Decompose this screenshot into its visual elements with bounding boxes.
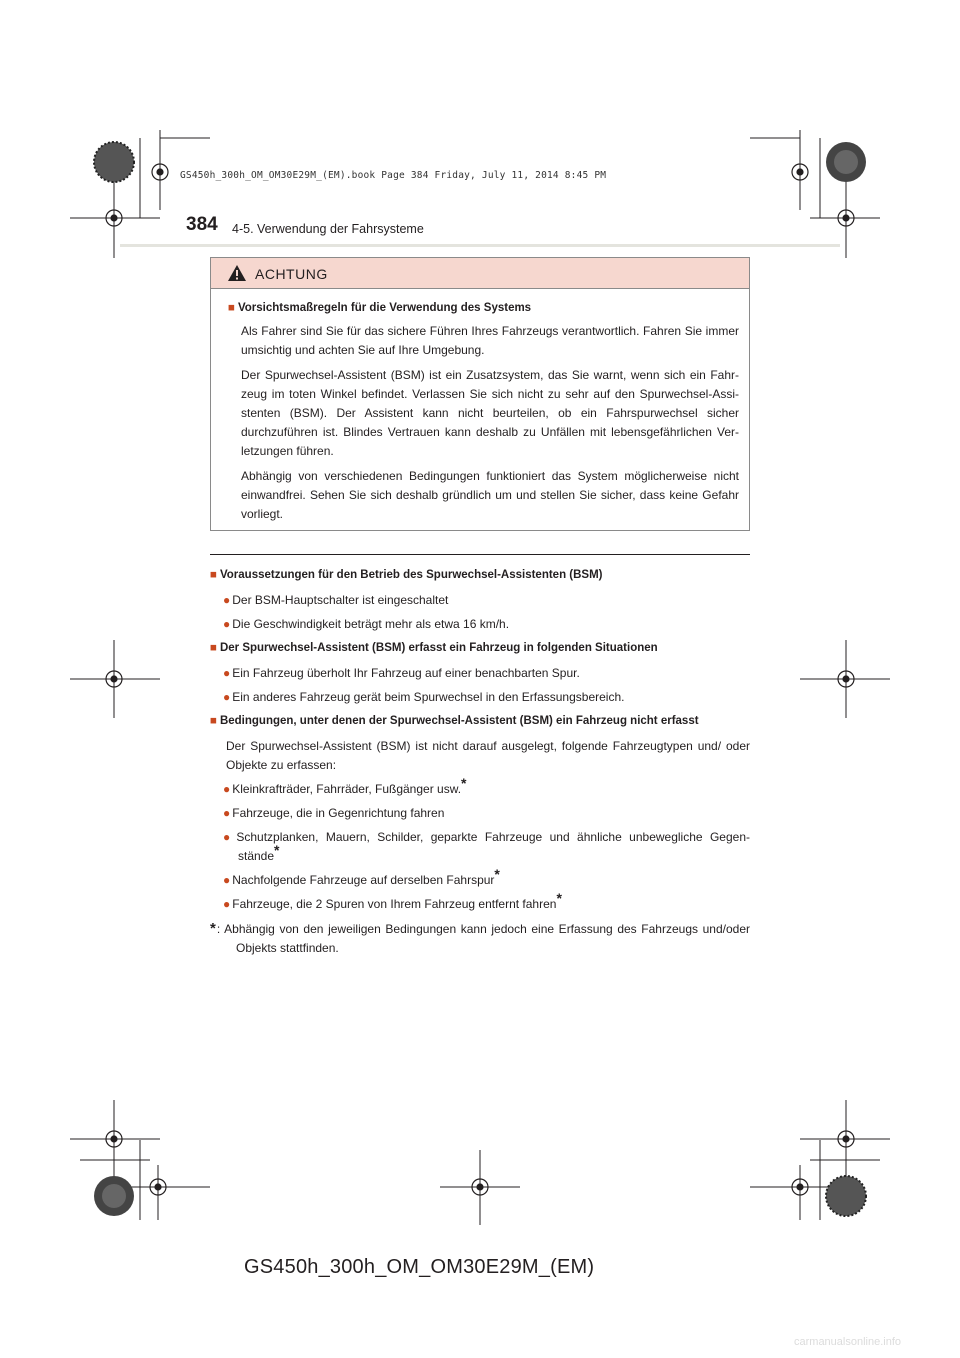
- warning-body: [211, 289, 749, 524]
- list-item: ● Die Geschwindigkeit beträgt mehr als etwa 16 km/h.: [223, 617, 510, 631]
- list-item: ● Kleinkrafträder, Fahrräder, Fußgänger usw.*: [223, 775, 467, 796]
- page-number: 384: [186, 214, 218, 235]
- warning-header: [211, 258, 749, 289]
- list-item: ● Fahrzeuge, die in Gegenrichtung fahren: [223, 806, 445, 820]
- footnote-star: *: [556, 890, 562, 906]
- square-marker-icon: ■: [210, 715, 217, 727]
- footnote-marker: *: [210, 920, 216, 937]
- bullet-icon: ●: [223, 690, 231, 704]
- bullet-icon: ●: [223, 897, 231, 911]
- section-heading: ■ Bedingungen, unter denen der Spurwechsel-Assistent (BSM) ein Fahrzeug nicht erfasst: [210, 715, 699, 727]
- watermark: carmanualsonline.info: [794, 1336, 902, 1348]
- footnote-star: *: [494, 866, 500, 882]
- warning-paragraph: Der Spurwechsel-Assistent (BSM) ist ein Zusatzsystem, das Sie warnt, wenn sich ein Fahr-zeug im toten Winkel befindet. Verlassen Sie sich nicht zu sehr auf den Spurwechsel-Assi-stenten (BSM). Der Assistent kann nicht beurteilen, ob ein Fahrspurwechsel sicher durchzuführen ist. Blindes Vertrauen kann deshalb zu Unfällen mit lebensgefährlichen Ver-letzungen führen.: [241, 368, 739, 458]
- list-item: ● Ein anderes Fahrzeug gerät beim Spurwechsel in den Erfassungsbereich.: [223, 690, 625, 704]
- bullet-icon: ●: [223, 617, 231, 631]
- list-item: ● Ein Fahrzeug überholt Ihr Fahrzeug auf einer benachbarten Spur.: [223, 666, 580, 680]
- square-marker-icon: ■: [210, 642, 217, 654]
- section-title: 4-5. Verwendung der Fahrsysteme: [232, 222, 424, 236]
- warning-heading: ■ Vorsichtsmaßregeln für die Verwendung des Systems: [228, 302, 532, 314]
- footnote: *: Abhängig von den jeweiligen Bedingungen kann jedoch eine Erfassung des Fahrzeugs und/oder Objekts stattfinden.: [210, 920, 750, 955]
- section-intro: Der Spurwechsel-Assistent (BSM) ist nicht darauf ausgelegt, folgende Fahrzeugtypen und/ oder Objekte zu erfassen:: [226, 739, 750, 772]
- warning-triangle-icon: [227, 264, 247, 282]
- warning-paragraph: Als Fahrer sind Sie für das sichere Führen Ihres Fahrzeugs verantwortlich. Fahren Sie immer umsichtig und achten Sie auf Ihre Umgebung.: [241, 324, 739, 357]
- bullet-icon: ●: [223, 806, 231, 820]
- list-item: ● Nachfolgende Fahrzeuge auf derselben Fahrspur*: [223, 866, 500, 887]
- section-heading: ■ Der Spurwechsel-Assistent (BSM) erfasst ein Fahrzeug in folgenden Situationen: [210, 642, 658, 654]
- list-item: ● Der BSM-Hauptschalter ist eingeschaltet: [223, 593, 449, 607]
- footnote-star: *: [461, 775, 467, 791]
- warning-paragraph: Abhängig von verschiedenen Bedingungen funktioniert das System möglicherweise nicht einwandfrei. Sehen Sie sich deshalb gründlich um und stellen Sie sicher, dass keine Gefahr vorliegt.: [241, 469, 739, 521]
- main-content: [210, 566, 750, 970]
- bullet-icon: ●: [223, 593, 231, 607]
- list-item: ● Fahrzeuge, die 2 Spuren von Ihrem Fahrzeug entfernt fahren*: [223, 890, 562, 911]
- content-rule: [210, 554, 750, 555]
- bullet-icon: ●: [223, 873, 231, 887]
- footnote-star: *: [274, 842, 280, 858]
- document-footer: GS450h_300h_OM_OM30E29M_(EM): [244, 1256, 595, 1278]
- square-marker-icon: ■: [210, 569, 217, 581]
- bullet-icon: ●: [223, 830, 235, 844]
- list-item: ● Schutzplanken, Mauern, Schilder, geparkte Fahrzeuge und ähnliche unbewegliche Gegen-stände*: [223, 830, 751, 863]
- header-rule: [120, 244, 840, 247]
- warning-box: [210, 257, 750, 531]
- warning-title: ACHTUNG: [255, 266, 328, 282]
- section-heading: ■ Voraussetzungen für den Betrieb des Spurwechsel-Assistenten (BSM): [210, 569, 603, 581]
- square-marker-icon: ■: [228, 302, 235, 314]
- book-header: GS450h_300h_OM_OM30E29M_(EM).book Page 384 Friday, July 11, 2014 8:45 PM: [180, 170, 607, 181]
- bullet-icon: ●: [223, 666, 231, 680]
- bullet-icon: ●: [223, 782, 231, 796]
